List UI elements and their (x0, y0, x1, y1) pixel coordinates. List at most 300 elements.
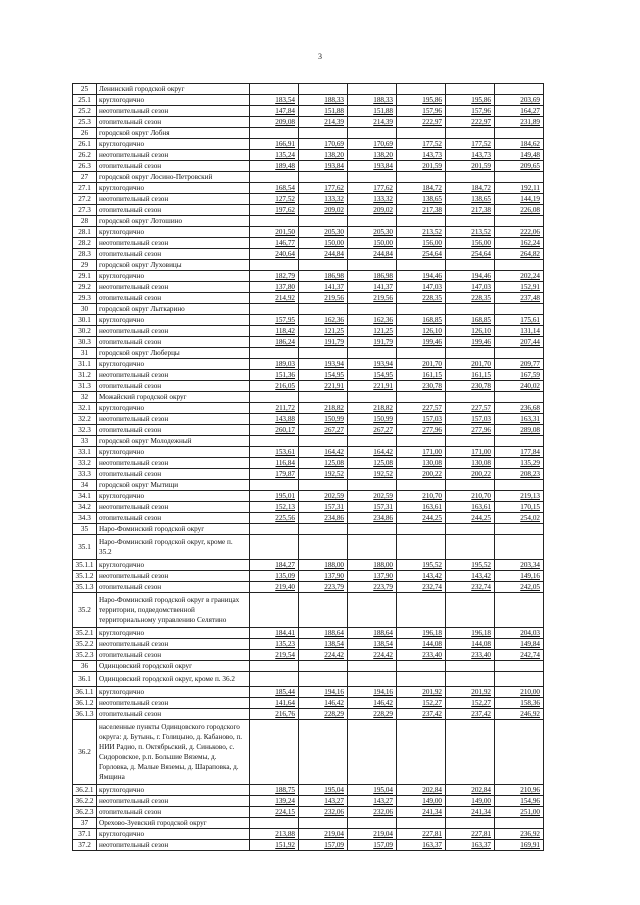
table-row (73, 469, 544, 480)
value-text: 162,36 (324, 316, 344, 324)
table-row (73, 106, 544, 117)
row-name: городской округ Луховицы (97, 260, 250, 271)
value-cell (446, 818, 495, 829)
value-cell (348, 524, 397, 535)
value-cell (348, 785, 397, 796)
row-number: 32.1 (73, 403, 97, 414)
value-text: 230,78 (471, 382, 491, 390)
value-text: 184,27 (275, 561, 295, 569)
value-text: 199,46 (471, 338, 491, 346)
value-cell (299, 381, 348, 392)
value-text: 156,00 (471, 239, 491, 247)
value-text: 141,37 (324, 283, 344, 291)
value-cell (397, 238, 446, 249)
row-number: 35.2 (73, 593, 97, 628)
value-cell (348, 469, 397, 480)
value-cell (397, 785, 446, 796)
table-row (73, 381, 544, 392)
value-cell (250, 282, 299, 293)
row-number: 35.1.1 (73, 560, 97, 571)
value-cell (299, 249, 348, 260)
table-row (73, 491, 544, 502)
value-cell (397, 271, 446, 282)
value-text: 139,24 (275, 797, 295, 805)
value-cell (446, 513, 495, 524)
value-cell (348, 271, 397, 282)
value-cell (348, 128, 397, 139)
row-name: городской округ Лотошино (97, 216, 250, 227)
value-cell (250, 227, 299, 238)
value-text: 163,37 (471, 841, 491, 849)
row-number: 30.3 (73, 337, 97, 348)
value-cell (397, 687, 446, 698)
value-text: 188,00 (373, 561, 393, 569)
value-cell (348, 282, 397, 293)
value-cell (495, 582, 544, 593)
value-text: 289,08 (520, 426, 540, 434)
value-cell (299, 502, 348, 513)
row-number: 33.2 (73, 458, 97, 469)
value-cell (348, 84, 397, 95)
value-cell (299, 172, 348, 183)
value-text: 141,64 (275, 699, 295, 707)
row-number: 35.1 (73, 535, 97, 560)
value-cell (495, 687, 544, 698)
value-cell (397, 106, 446, 117)
value-cell (299, 84, 348, 95)
value-text: 154,95 (324, 371, 344, 379)
value-cell (299, 447, 348, 458)
value-text: 191,79 (324, 338, 344, 346)
value-text: 227,57 (422, 404, 442, 412)
value-text: 183,54 (275, 96, 295, 104)
value-cell (250, 720, 299, 785)
value-cell (397, 818, 446, 829)
table-row (73, 249, 544, 260)
value-cell (397, 436, 446, 447)
value-cell (348, 639, 397, 650)
value-cell (348, 205, 397, 216)
value-text: 208,23 (520, 470, 540, 478)
row-number: 31.1 (73, 359, 97, 370)
value-cell (348, 560, 397, 571)
value-text: 225,56 (275, 514, 295, 522)
value-text: 157,96 (422, 107, 442, 115)
value-text: 222,97 (422, 118, 442, 126)
value-text: 152,13 (275, 503, 295, 511)
value-text: 242,74 (520, 651, 540, 659)
value-text: 201,59 (422, 162, 442, 170)
value-text: 217,38 (422, 206, 442, 214)
row-number: 28.3 (73, 249, 97, 260)
value-cell (250, 403, 299, 414)
value-cell (250, 650, 299, 661)
row-number: 26.2 (73, 150, 97, 161)
value-cell (348, 840, 397, 851)
table-row (73, 425, 544, 436)
row-name: круглогодично (97, 491, 250, 502)
value-cell (299, 183, 348, 194)
value-text: 205,30 (373, 228, 393, 236)
row-name: Наро-Фоминский городской округ (97, 524, 250, 535)
row-name: неотопительный сезон (97, 370, 250, 381)
value-cell (446, 128, 495, 139)
row-name: отопительный сезон (97, 249, 250, 260)
value-cell (250, 348, 299, 359)
value-text: 204,03 (520, 629, 540, 637)
row-number: 35.2.1 (73, 628, 97, 639)
value-cell (495, 639, 544, 650)
value-cell (397, 348, 446, 359)
value-cell (299, 560, 348, 571)
value-text: 191,79 (373, 338, 393, 346)
value-text: 211,72 (275, 404, 295, 412)
value-text: 163,31 (520, 415, 540, 423)
value-text: 143,42 (471, 572, 491, 580)
value-text: 164,42 (324, 448, 344, 456)
value-cell (446, 571, 495, 582)
table-row (73, 238, 544, 249)
value-text: 202,59 (324, 492, 344, 500)
value-cell (250, 304, 299, 315)
value-cell (446, 480, 495, 491)
value-text: 138,65 (471, 195, 491, 203)
value-cell (495, 560, 544, 571)
value-cell (446, 414, 495, 425)
value-text: 157,95 (275, 316, 295, 324)
value-text: 163,37 (422, 841, 442, 849)
value-text: 144,19 (520, 195, 540, 203)
value-cell (348, 150, 397, 161)
value-cell (250, 513, 299, 524)
value-text: 156,00 (422, 239, 442, 247)
value-cell (299, 672, 348, 687)
value-text: 169,91 (520, 841, 540, 849)
value-cell (348, 249, 397, 260)
value-cell (495, 337, 544, 348)
row-number: 26.3 (73, 161, 97, 172)
value-cell (250, 315, 299, 326)
value-cell (397, 593, 446, 628)
value-cell (446, 216, 495, 227)
value-cell (397, 260, 446, 271)
value-cell (397, 293, 446, 304)
value-cell (299, 469, 348, 480)
value-text: 143,27 (373, 797, 393, 805)
value-cell (495, 785, 544, 796)
table-row (73, 571, 544, 582)
value-cell (299, 709, 348, 720)
value-cell (299, 359, 348, 370)
value-text: 228,29 (324, 710, 344, 718)
value-text: 267,27 (373, 426, 393, 434)
value-cell (250, 709, 299, 720)
value-cell (299, 535, 348, 560)
value-cell (299, 117, 348, 128)
value-cell (250, 95, 299, 106)
row-name: отопительный сезон (97, 709, 250, 720)
value-cell (397, 205, 446, 216)
value-cell (299, 414, 348, 425)
value-cell (348, 447, 397, 458)
value-text: 193,84 (324, 162, 344, 170)
value-cell (446, 84, 495, 95)
value-text: 195,52 (422, 561, 442, 569)
value-cell (299, 315, 348, 326)
row-name: неотопительный сезон (97, 502, 250, 513)
value-cell (397, 216, 446, 227)
value-text: 151,88 (373, 107, 393, 115)
value-cell (495, 491, 544, 502)
value-text: 207,44 (520, 338, 540, 346)
value-cell (348, 139, 397, 150)
value-text: 214,39 (324, 118, 344, 126)
row-name: неотопительный сезон (97, 194, 250, 205)
value-text: 205,30 (324, 228, 344, 236)
value-cell (446, 95, 495, 106)
value-cell (397, 672, 446, 687)
value-cell (446, 249, 495, 260)
value-cell (397, 425, 446, 436)
value-cell (446, 425, 495, 436)
value-cell (250, 661, 299, 672)
value-cell (397, 95, 446, 106)
value-cell (446, 491, 495, 502)
value-cell (299, 491, 348, 502)
value-cell (348, 403, 397, 414)
value-text: 126,10 (422, 327, 442, 335)
row-name: круглогодично (97, 95, 250, 106)
value-text: 150,00 (373, 239, 393, 247)
row-name: неотопительный сезон (97, 571, 250, 582)
value-text: 244,84 (324, 250, 344, 258)
value-text: 188,33 (373, 96, 393, 104)
table-row (73, 205, 544, 216)
value-cell (299, 785, 348, 796)
value-cell (495, 425, 544, 436)
row-name: Одинцовский городской округ (97, 661, 250, 672)
value-cell (446, 672, 495, 687)
value-text: 202,59 (373, 492, 393, 500)
value-cell (446, 271, 495, 282)
row-number: 25.2 (73, 106, 97, 117)
row-name: отопительный сезон (97, 117, 250, 128)
value-cell (299, 150, 348, 161)
row-number: 33.1 (73, 447, 97, 458)
value-text: 151,92 (275, 841, 295, 849)
value-text: 150,99 (373, 415, 393, 423)
table-row (73, 271, 544, 282)
value-text: 170,15 (520, 503, 540, 511)
table-row (73, 414, 544, 425)
row-name: городской округ Молодежный (97, 436, 250, 447)
row-name: неотопительный сезон (97, 639, 250, 650)
row-number: 30 (73, 304, 97, 315)
value-cell (250, 535, 299, 560)
value-text: 193,94 (373, 360, 393, 368)
value-cell (397, 513, 446, 524)
value-text: 116,84 (275, 459, 295, 467)
value-cell (495, 315, 544, 326)
table-row (73, 392, 544, 403)
row-name: неотопительный сезон (97, 698, 250, 709)
value-text: 138,20 (373, 151, 393, 159)
value-cell (446, 840, 495, 851)
value-text: 260,17 (275, 426, 295, 434)
value-cell (495, 326, 544, 337)
value-cell (495, 709, 544, 720)
value-cell (397, 480, 446, 491)
value-cell (397, 840, 446, 851)
row-name: городской округ Лобня (97, 128, 250, 139)
value-cell (495, 414, 544, 425)
value-cell (299, 807, 348, 818)
value-cell (446, 161, 495, 172)
value-cell (299, 582, 348, 593)
value-text: 232,74 (422, 583, 442, 591)
value-cell (495, 128, 544, 139)
value-cell (250, 639, 299, 650)
row-name: круглогодично (97, 227, 250, 238)
value-text: 237,42 (471, 710, 491, 718)
value-text: 227,81 (471, 830, 491, 838)
value-cell (397, 571, 446, 582)
value-text: 168,85 (422, 316, 442, 324)
value-text: 209,77 (520, 360, 540, 368)
value-text: 216,76 (275, 710, 295, 718)
value-cell (397, 337, 446, 348)
value-text: 164,42 (373, 448, 393, 456)
value-text: 182,79 (275, 272, 295, 280)
value-cell (446, 458, 495, 469)
value-text: 227,57 (471, 404, 491, 412)
row-number: 34.1 (73, 491, 97, 502)
value-cell (299, 698, 348, 709)
value-cell (397, 829, 446, 840)
value-cell (446, 172, 495, 183)
value-cell (446, 698, 495, 709)
value-cell (397, 524, 446, 535)
value-cell (348, 818, 397, 829)
row-name: круглогодично (97, 829, 250, 840)
value-cell (446, 359, 495, 370)
value-text: 209,02 (373, 206, 393, 214)
row-name: отопительный сезон (97, 381, 250, 392)
row-name: неотопительный сезон (97, 106, 250, 117)
value-cell (495, 304, 544, 315)
row-name: неотопительный сезон (97, 796, 250, 807)
value-cell (348, 315, 397, 326)
table-row (73, 150, 544, 161)
value-text: 231,89 (520, 118, 540, 126)
value-cell (250, 436, 299, 447)
value-text: 138,54 (373, 640, 393, 648)
value-cell (397, 535, 446, 560)
table-row (73, 95, 544, 106)
value-text: 199,46 (422, 338, 442, 346)
value-text: 230,78 (422, 382, 442, 390)
row-number: 35.2.2 (73, 639, 97, 650)
value-cell (299, 840, 348, 851)
value-cell (299, 161, 348, 172)
row-number: 30.2 (73, 326, 97, 337)
table-body (73, 84, 544, 851)
value-cell (250, 106, 299, 117)
table-row (73, 628, 544, 639)
value-cell (397, 249, 446, 260)
value-cell (250, 183, 299, 194)
value-text: 223,79 (324, 583, 344, 591)
table-row (73, 796, 544, 807)
row-number: 32 (73, 392, 97, 403)
value-text: 158,36 (520, 699, 540, 707)
value-cell (250, 807, 299, 818)
value-text: 149,84 (520, 640, 540, 648)
value-text: 218,82 (373, 404, 393, 412)
value-text: 210,00 (520, 688, 540, 696)
value-text: 130,08 (422, 459, 442, 467)
value-text: 147,84 (275, 107, 295, 115)
value-cell (299, 106, 348, 117)
value-cell (495, 571, 544, 582)
table-row (73, 785, 544, 796)
value-text: 147,03 (422, 283, 442, 291)
value-text: 121,25 (373, 327, 393, 335)
value-text: 130,08 (471, 459, 491, 467)
row-name: отопительный сезон (97, 469, 250, 480)
row-number: 37.2 (73, 840, 97, 851)
value-text: 151,36 (275, 371, 295, 379)
value-text: 232,74 (471, 583, 491, 591)
value-text: 240,02 (520, 382, 540, 390)
value-text: 226,08 (520, 206, 540, 214)
value-text: 186,24 (275, 338, 295, 346)
row-number: 27.2 (73, 194, 97, 205)
row-name: неотопительный сезон (97, 840, 250, 851)
table-row (73, 672, 544, 687)
value-cell (397, 709, 446, 720)
row-number: 29.1 (73, 271, 97, 282)
value-cell (397, 807, 446, 818)
value-cell (250, 392, 299, 403)
value-cell (397, 304, 446, 315)
value-text: 219,04 (373, 830, 393, 838)
value-cell (397, 161, 446, 172)
value-text: 222,06 (520, 228, 540, 236)
value-cell (348, 260, 397, 271)
value-cell (446, 524, 495, 535)
table-row (73, 315, 544, 326)
table-row (73, 293, 544, 304)
value-cell (348, 216, 397, 227)
table-row (73, 326, 544, 337)
value-cell (250, 139, 299, 150)
value-cell (495, 524, 544, 535)
value-text: 218,82 (324, 404, 344, 412)
row-name: Орехово-Зуевский городской округ (97, 818, 250, 829)
value-cell (495, 796, 544, 807)
value-cell (446, 535, 495, 560)
row-name: отопительный сезон (97, 650, 250, 661)
value-cell (250, 628, 299, 639)
value-cell (348, 480, 397, 491)
value-text: 254,64 (422, 250, 442, 258)
row-number: 28 (73, 216, 97, 227)
value-text: 188,64 (373, 629, 393, 637)
value-text: 254,64 (471, 250, 491, 258)
value-cell (250, 271, 299, 282)
value-cell (397, 150, 446, 161)
